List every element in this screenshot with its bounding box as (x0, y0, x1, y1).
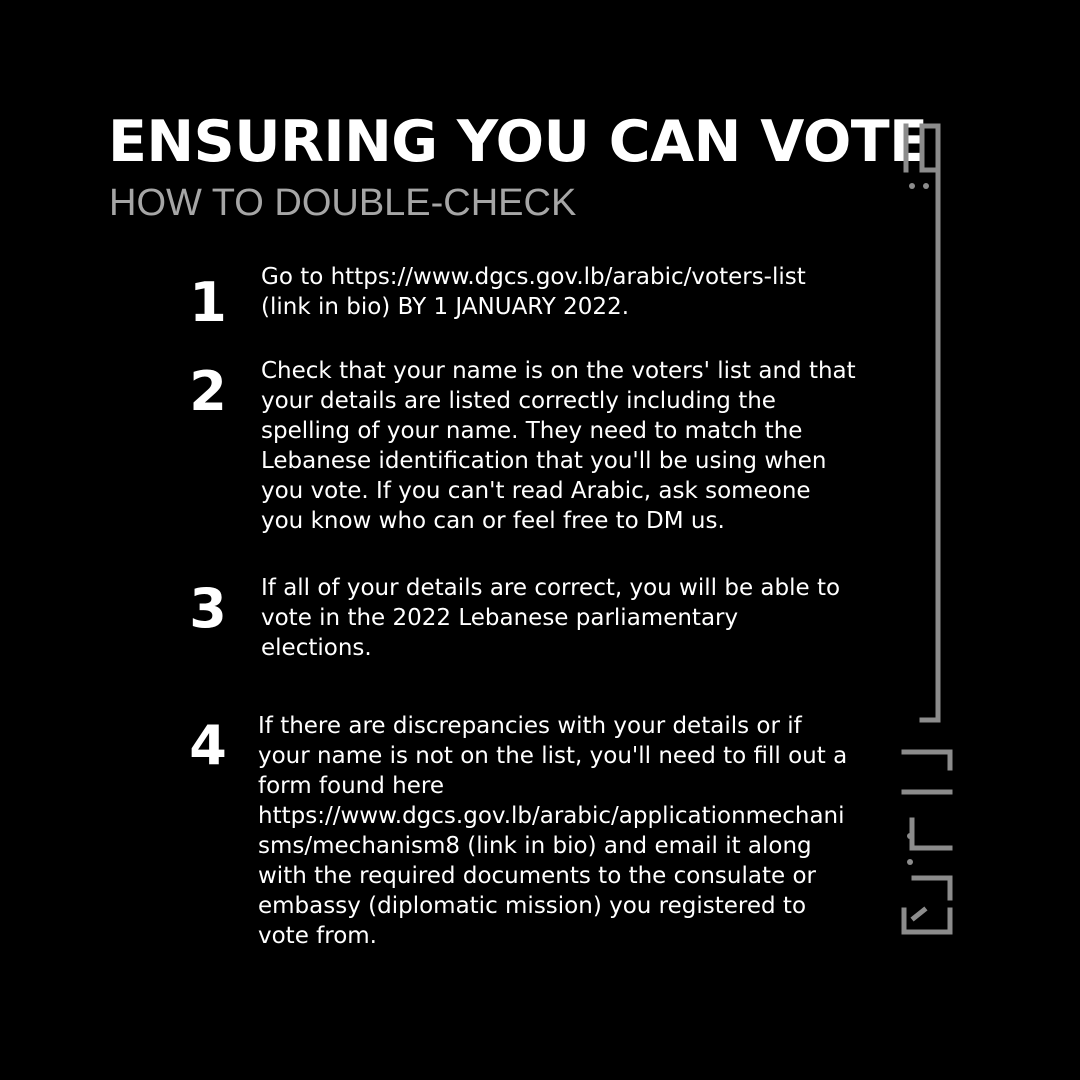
step-text: If there are discrepancies with your details or if your name is not on the list, you'll need to fill out a form found here https://www.dgcs.gov.lb/arabic/applicationmechani sms/mechanism8 (link in bio) and email it along with the required documents to the consulate or embassy (diplomatic mission) you registered to vote from. (258, 713, 848, 949)
page-title: ENSURING YOU CAN VOTE (108, 109, 928, 175)
logo-glyph-top (922, 126, 938, 170)
step-text: If all of your details are correct, you will be able to vote in the 2022 Lebanese parliamentary elections. (261, 575, 841, 661)
brand-logo (892, 120, 962, 950)
step-number: 3 (189, 577, 227, 640)
logo-glyph-5 (904, 910, 950, 932)
logo-glyph-1 (904, 752, 950, 768)
page-subtitle: HOW TO DOUBLE-CHECK (109, 182, 577, 224)
step-number: 1 (189, 271, 227, 334)
step-number: 4 (189, 714, 227, 777)
logo-baseline (922, 170, 938, 720)
logo-glyph-4 (914, 878, 950, 898)
logo-glyph-6 (914, 910, 924, 918)
logo-glyph-3 (912, 820, 950, 848)
step-number: 2 (189, 360, 227, 423)
step-text: Check that your name is on the voters' list and that your details are listed correctly including the spelling of your name. They need to match the Lebanese identification that you'll be using when you vote. If you can't read Arabic, ask someone you know who can or feel free to DM us. (261, 358, 856, 534)
step-text: Go to https://www.dgcs.gov.lb/arabic/voters-list (link in bio) BY 1 JANUARY 2022. (261, 264, 806, 320)
